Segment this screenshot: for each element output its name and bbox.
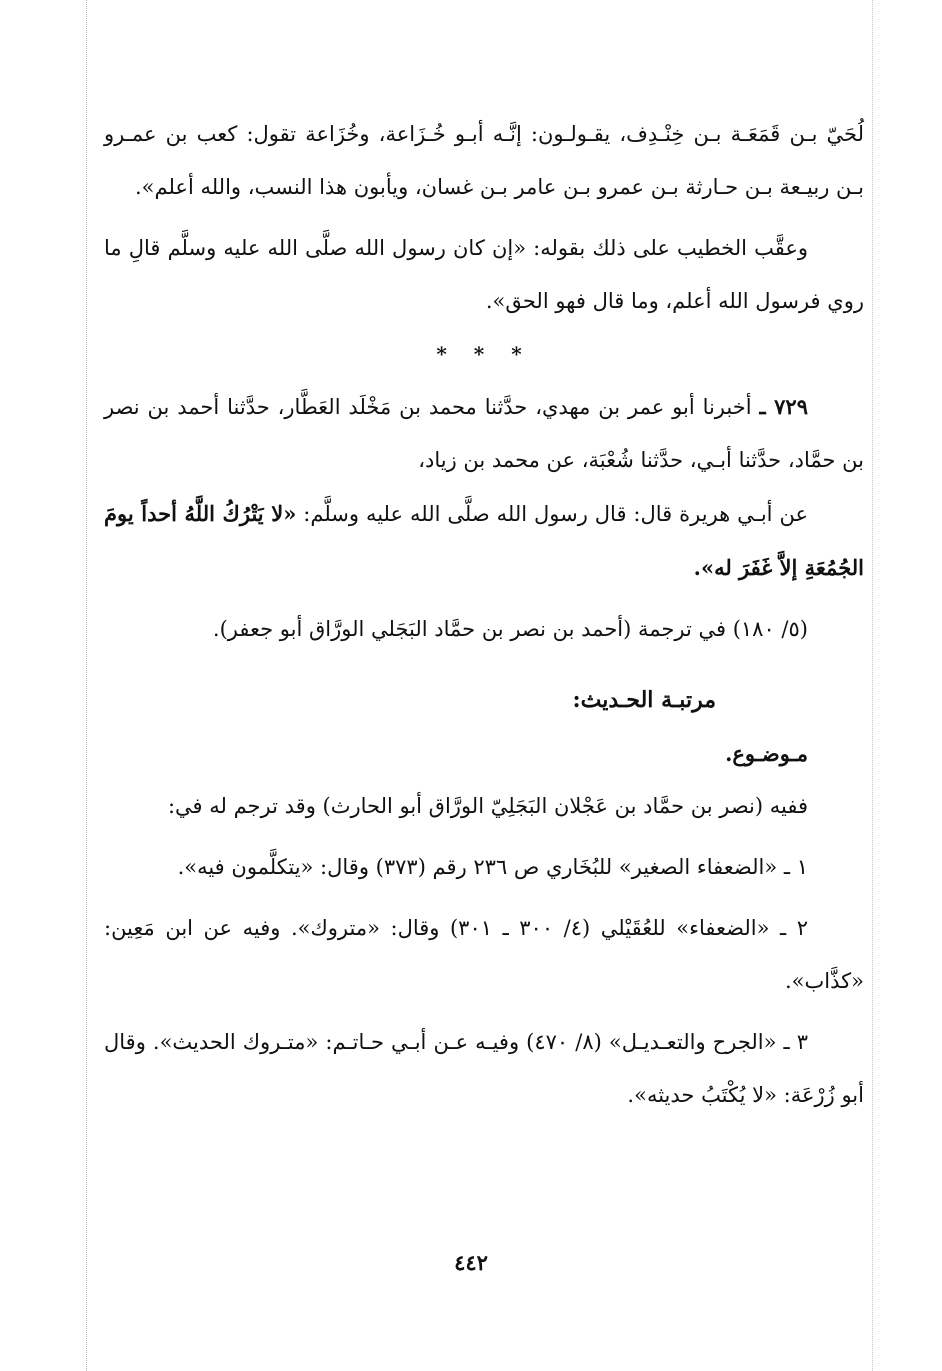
source-item-2: ٢ ـ «الضعفاء» للعُقَيْلي (٤/ ٣٠٠ ـ ٣٠١) وقال: «متروك». وفيه عن ابن مَعِين: «كذَّاب». <box>104 916 864 993</box>
scan-edge-right <box>872 0 873 1371</box>
hadith-intro: عن أبـي هريرة قال: قال رسول الله صلَّى الله عليه وسلَّم: <box>303 502 808 526</box>
hadith-number: ٧٢٩ ـ <box>759 394 808 419</box>
section-separator: * * * <box>436 342 532 366</box>
page-body <box>104 108 864 1122</box>
section-heading: مرتبـة الحـديث: <box>572 687 716 713</box>
hadith-reference: (٥/ ١٨٠) في ترجمة (أحمد بن نصر بن حمَّاد البَجَلي الورَّاق أبو جعفر). <box>212 617 808 641</box>
source-item-1: ١ ـ «الضعفاء الصغير» للبُخَاري ص ٢٣٦ رقم (٣٧٣) وقال: «يتكلَّمون فيه». <box>177 855 808 879</box>
paragraph-lineage: لُحَيّ بـن قَمَعَـة بـن خِنْـدِف، يقـولـون: إنَّـه أبـو خُـزَاعة، وخُزَاعة تقول: كعب بن عمـرو بـن ربيـعة بـن حـارثة بـن عمرو بـن عامر بـن غسان، ويأبون هذا النسب، والله أعلم». <box>104 122 864 199</box>
hadith-chain: أخبرنا أبو عمر بن مهدي، حدَّثنا محمد بن مَخْلَد العَطَّار، حدَّثنا أحمد بن نصر بن حمَّاد، حدَّثنا أبـي، حدَّثنا شُعْبَة، عن محمد بن زياد، <box>104 395 864 472</box>
narrator-note: ففيه (نصر بن حمَّاد بن عَجْلان البَجَلِيّ الورَّاق أبو الحارث) وقد ترجم له في: <box>167 794 808 818</box>
page-number: ٤٤٢ <box>454 1250 488 1275</box>
hadith-quote: «لا يَتْرُكُ اللَّهُ أحداً يومَ الجُمُعَةِ إلاَّ غَفَرَ له». <box>104 501 864 580</box>
paragraph-khatib-comment: وعقَّب الخطيب على ذلك بقوله: «إن كان رسول الله صلَّى الله عليه وسلَّم قالِ ما روي فرسول الله أعلم، وما قال فهو الحق». <box>104 236 864 313</box>
hadith-matn <box>104 487 864 595</box>
scan-edge-left <box>86 0 87 1371</box>
source-item-3: ٣ ـ «الجرح والتعـديـل» (٨/ ٤٧٠) وفيـه عـن أبـي حـاتـم: «متـروك الحديث». وقال أبو زُرْعَة: «لا يُكْتَبُ حديثه». <box>104 1030 864 1107</box>
hadith-grade: مـوضـوع. <box>725 741 808 766</box>
hadith-isnad <box>104 380 864 487</box>
